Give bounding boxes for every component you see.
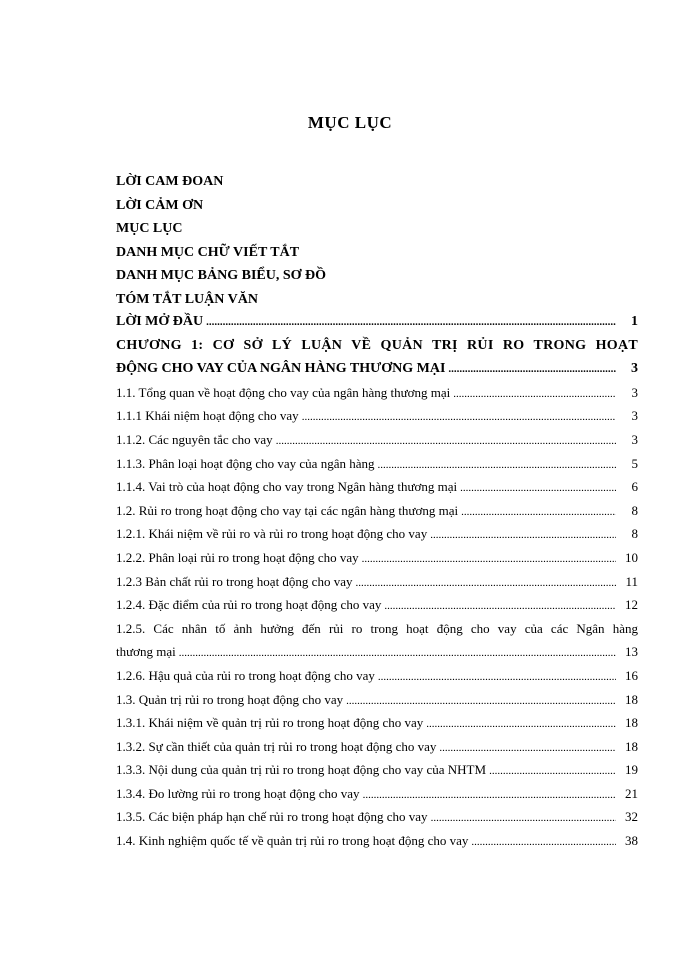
toc-page-number: 3 [631, 431, 638, 447]
dot-leader [363, 782, 616, 806]
dot-leader [448, 357, 616, 381]
toc-row [116, 829, 638, 853]
toc-label: 1.3.3. Nội dung của quản trị rủi ro trong hoạt động cho vay của NHTM [116, 762, 487, 778]
toc-row [116, 593, 638, 617]
toc-label: 1.3.5. Các biện pháp hạn chế rủi ro trong hoạt động cho vay [116, 809, 428, 825]
toc-label: thương mại [116, 644, 176, 660]
toc-page-number: 10 [625, 549, 638, 565]
toc-label: LỜI MỞ ĐẦU [116, 314, 204, 329]
dot-leader [206, 310, 616, 334]
toc-page-number: 8 [631, 502, 638, 518]
toc-page-number: 19 [625, 762, 638, 778]
front-item-bang-bieu: DANH MỤC BẢNG BIỂU, SƠ ĐỒ [116, 268, 327, 283]
toc-label: 1.1.1 Khái niệm hoạt động cho vay [116, 408, 299, 424]
toc-page-number: 5 [631, 455, 638, 471]
toc-row [116, 452, 638, 476]
toc-row-125-line2 [116, 640, 638, 664]
dot-leader [362, 546, 616, 570]
toc-row [116, 711, 638, 735]
toc-label: 1.4. Kinh nghiệm quốc tế về quản trị rủi ro trong hoạt động cho vay [116, 833, 469, 849]
dot-leader [355, 570, 616, 594]
toc-label: 1.1.4. Vai trò của hoạt động cho vay trong Ngân hàng thương mại [116, 479, 458, 495]
toc-label: 1.1. Tổng quan về hoạt động cho vay của ngân hàng thương mại [116, 384, 451, 400]
toc-row [116, 499, 638, 523]
toc-row [116, 428, 638, 452]
page-title: MỤC LỤC [307, 113, 393, 132]
front-item-viet-tat: DANH MỤC CHỮ VIẾT TẮT [116, 244, 300, 260]
toc-page-number: 38 [625, 833, 638, 849]
dot-leader [302, 404, 616, 428]
toc-page-number: 16 [625, 667, 638, 683]
toc-label: 1.3.2. Sự cần thiết của quản trị rủi ro trong hoạt động cho vay [116, 738, 437, 754]
toc-page-number: 11 [625, 573, 638, 589]
front-item-cam-on: LỜI CẢM ƠN [116, 197, 204, 213]
dot-leader [471, 829, 616, 853]
toc-row [116, 664, 638, 688]
toc-label: ĐỘNG CHO VAY CỦA NGÂN HÀNG THƯƠNG MẠI [116, 361, 446, 377]
front-item-cam-doan: LỜI CAM ĐOAN [116, 174, 224, 189]
toc-row [116, 782, 638, 806]
toc-row [116, 805, 638, 829]
toc-row-125-line1 [116, 617, 638, 641]
toc-label: 1.1.2. Các nguyên tắc cho vay [116, 431, 273, 447]
toc-row [116, 381, 638, 405]
toc-label: 1.2.2. Phân loại rủi ro trong hoạt động cho vay [116, 549, 359, 565]
dot-leader [384, 593, 616, 617]
toc-label: 1.2. Rủi ro trong hoạt động cho vay tại các ngân hàng thương mại [116, 502, 459, 518]
toc-label: 1.2.5. Các nhân tố ảnh hưởng đến rủi ro trong hoạt động cho vay của các Ngân hàng [116, 620, 638, 636]
toc-label: CHƯƠNG 1: CƠ SỞ LÝ LUẬN VỀ QUẢN TRỊ RỦI RO TRONG HOẠT [116, 337, 638, 353]
dot-leader [453, 381, 616, 405]
toc-row [116, 522, 638, 546]
toc-page-number: 3 [631, 361, 638, 377]
toc-label: 1.3.1. Khái niệm về quản trị rủi ro trong hoạt động cho vay [116, 715, 424, 731]
toc-page-number: 6 [631, 479, 638, 495]
dot-leader [346, 688, 616, 712]
toc-row [116, 570, 638, 594]
toc-label: 1.3. Quản trị rủi ro trong hoạt động cho vay [116, 691, 344, 707]
front-matter-list [116, 170, 636, 311]
dot-leader [378, 452, 617, 476]
toc-page-number: 32 [625, 809, 638, 825]
toc-row [116, 688, 638, 712]
dot-leader [276, 428, 616, 452]
toc-chapter1-line2 [116, 357, 638, 381]
toc-label: 1.2.6. Hậu quả của rủi ro trong hoạt động cho vay [116, 667, 375, 683]
dot-leader [378, 664, 616, 688]
toc-page-number: 18 [625, 715, 638, 731]
dot-leader [179, 640, 616, 664]
toc-label: 1.2.3 Bản chất rủi ro trong hoạt động cho vay [116, 573, 353, 589]
toc-page-number: 21 [625, 785, 638, 801]
toc-row-intro [116, 310, 638, 334]
toc-page-number: 18 [625, 738, 638, 754]
toc-label: 1.2.4. Đặc điểm của rủi ro trong hoạt động cho vay [116, 597, 382, 613]
toc-page-number: 18 [625, 691, 638, 707]
toc-label: 1.1.3. Phân loại hoạt động cho vay của ngân hàng [116, 455, 375, 471]
toc-page-number: 12 [625, 597, 638, 613]
toc-row [116, 546, 638, 570]
toc-row [116, 404, 638, 428]
toc-page-number: 3 [631, 384, 638, 400]
toc-page-number: 1 [631, 314, 638, 329]
toc-label: 1.3.4. Đo lường rủi ro trong hoạt động cho vay [116, 785, 360, 801]
dot-leader [430, 522, 616, 546]
toc-page-number: 8 [631, 526, 638, 542]
toc-row [116, 758, 638, 782]
front-item-tom-tat: TÓM TẮT LUẬN VĂN [116, 291, 258, 307]
dot-leader [439, 735, 616, 759]
dot-leader [426, 711, 616, 735]
toc-row [116, 475, 638, 499]
toc-row [116, 735, 638, 759]
dot-leader [461, 499, 616, 523]
front-item-muc-luc: MỤC LỤC [116, 221, 183, 236]
toc-list [116, 310, 638, 853]
dot-leader [431, 805, 616, 829]
toc-page-number: 3 [631, 408, 638, 424]
toc-chapter1-line1 [116, 334, 638, 358]
dot-leader [460, 475, 616, 499]
toc-label: 1.2.1. Khái niệm về rủi ro và rủi ro trong hoạt động cho vay [116, 526, 428, 542]
dot-leader [489, 758, 616, 782]
toc-page-number: 13 [625, 644, 638, 660]
